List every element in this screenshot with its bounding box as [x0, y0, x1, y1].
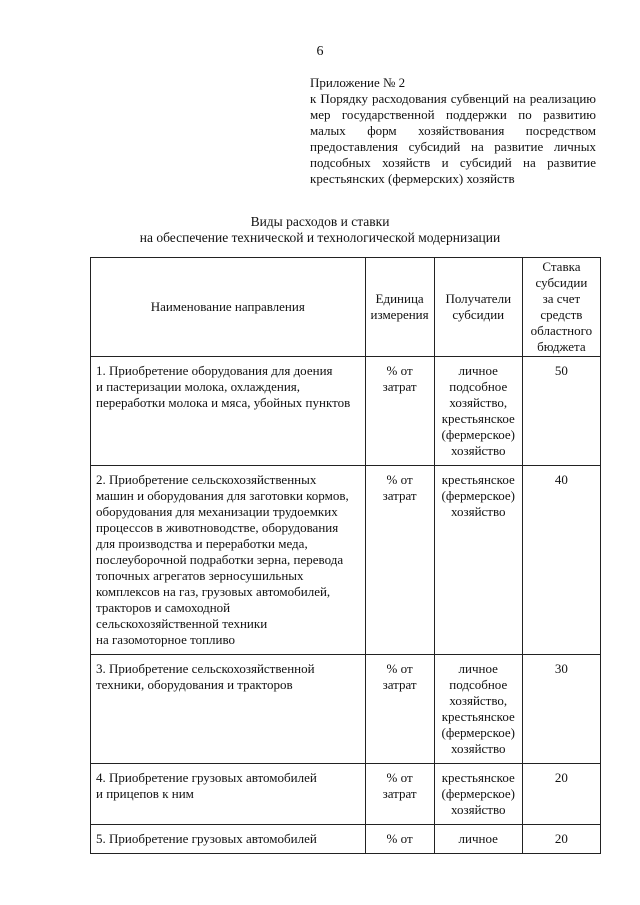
header-direction-name	[91, 258, 366, 357]
header-text: Получатели	[445, 291, 512, 306]
cell-recipients	[434, 466, 522, 655]
cell-text-line: сельскохозяйственной техники	[96, 616, 268, 631]
header-text: бюджета	[537, 339, 586, 354]
cell-text-line: (фермерское)	[441, 427, 515, 442]
cell-text-line: % от	[386, 363, 413, 378]
cell-text-line: 5. Приобретение грузовых автомобилей	[96, 831, 317, 846]
cell-text-line: 20	[554, 770, 568, 785]
cell-text-line: и пастеризации молока, охлаждения,	[96, 379, 301, 394]
cell-text-line: % от	[386, 472, 413, 487]
cell-text-line: хозяйство	[450, 802, 506, 817]
cell-text-line: затрат	[382, 488, 417, 503]
cell-text-line: % от	[386, 661, 413, 676]
cell-text-line: затрат	[382, 677, 417, 692]
table-header-row	[91, 258, 601, 357]
document-title	[0, 214, 640, 246]
cell-text-line: 30	[554, 661, 568, 676]
cell-rate	[522, 655, 600, 764]
cell-text-line: 20	[554, 831, 568, 846]
table-body	[91, 357, 601, 854]
cell-direction-name	[91, 655, 366, 764]
cell-text-line: машин и оборудования для заготовки кормов,	[96, 488, 349, 503]
cell-unit	[365, 466, 434, 655]
cell-recipients	[434, 825, 522, 854]
cell-text-line: послеуборочной подработки зерна, перевода	[96, 552, 344, 567]
table-row	[91, 825, 601, 854]
cell-text-line: топочных агрегатов зерносушильных	[96, 568, 304, 583]
table-row	[91, 357, 601, 466]
header-text: Единица	[375, 291, 424, 306]
header-text: измерения	[370, 307, 429, 322]
cell-text-line: личное	[458, 831, 498, 846]
cell-text-line: процессов в животноводстве, оборудования	[96, 520, 339, 535]
header-text: за счет	[542, 291, 581, 306]
cell-recipients	[434, 357, 522, 466]
cell-text-line: и прицепов к ним	[96, 786, 194, 801]
cell-text-line: затрат	[382, 786, 417, 801]
header-text: субсидии	[452, 307, 505, 322]
cell-text-line: комплексов на газ, грузовых автомобилей,	[96, 584, 331, 599]
cell-text-line: (фермерское)	[441, 786, 515, 801]
table-row	[91, 764, 601, 825]
cell-rate	[522, 357, 600, 466]
appendix-line: мер государственной поддержки по развитию	[310, 107, 596, 122]
cell-unit	[365, 655, 434, 764]
header-text: Наименование направления	[150, 299, 305, 314]
cell-direction-name	[91, 357, 366, 466]
cell-text-line: переработки молока и мяса, убойных пунктов	[96, 395, 351, 410]
appendix-line: крестьянских (фермерских) хозяйств	[310, 171, 515, 186]
cell-unit	[365, 357, 434, 466]
cell-text-line: 40	[554, 472, 568, 487]
cell-text-line: оборудования для механизации трудоемких	[96, 504, 338, 519]
cell-text-line: затрат	[382, 379, 417, 394]
cell-text-line: % от	[386, 770, 413, 785]
cell-text-line: техники, оборудования и тракторов	[96, 677, 293, 692]
appendix-line: малых форм хозяйствования посредством	[310, 123, 596, 138]
cell-text-line: хозяйство	[450, 443, 506, 458]
cell-direction-name	[91, 764, 366, 825]
cell-direction-name	[91, 825, 366, 854]
appendix-block	[310, 75, 596, 187]
cell-text-line: (фермерское)	[441, 725, 515, 740]
cell-text-line: 4. Приобретение грузовых автомобилей	[96, 770, 317, 785]
cell-text-line: личное	[458, 363, 498, 378]
cell-text-line: крестьянское	[441, 770, 515, 785]
cell-text-line: 2. Приобретение сельскохозяйственных	[96, 472, 317, 487]
cell-text-line: 3. Приобретение сельскохозяйственной	[96, 661, 315, 676]
header-text: субсидии	[535, 275, 588, 290]
cell-text-line: хозяйство,	[449, 395, 508, 410]
header-text: Ставка	[542, 259, 581, 274]
cell-text-line: на газомоторное топливо	[96, 632, 236, 647]
cell-text-line: хозяйство,	[449, 693, 508, 708]
cell-rate	[522, 764, 600, 825]
cell-text-line: крестьянское	[441, 709, 515, 724]
table-row	[91, 655, 601, 764]
cell-rate	[522, 825, 600, 854]
header-unit	[365, 258, 434, 357]
page-number: 6	[316, 44, 324, 59]
document-title-line: на обеспечение технической и технологической модернизации	[139, 230, 501, 245]
header-recipients	[434, 258, 522, 357]
cell-text-line: 50	[554, 363, 568, 378]
cell-text-line: подсобное	[449, 677, 508, 692]
document-title-line: Виды расходов и ставки	[250, 214, 390, 229]
cell-text-line: подсобное	[449, 379, 508, 394]
cell-text-line: (фермерское)	[441, 488, 515, 503]
cell-text-line: хозяйство	[450, 741, 506, 756]
cell-text-line: хозяйство	[450, 504, 506, 519]
appendix-title: Приложение № 2	[310, 75, 406, 90]
cell-text-line: крестьянское	[441, 472, 515, 487]
cell-text-line: % от	[386, 831, 413, 846]
appendix-line: предоставления субсидий на развитие личных	[310, 139, 596, 154]
cell-text-line: для производства и переработки меда,	[96, 536, 308, 551]
cell-unit	[365, 825, 434, 854]
appendix-line: подсобных хозяйств и субсидий на развитие	[310, 155, 596, 170]
header-text: областного	[530, 323, 593, 338]
header-text: средств	[540, 307, 583, 322]
cell-recipients	[434, 764, 522, 825]
cell-rate	[522, 466, 600, 655]
cell-text-line: 1. Приобретение оборудования для доения	[96, 363, 333, 378]
cell-text-line: крестьянское	[441, 411, 515, 426]
table-row	[91, 466, 601, 655]
header-rate	[522, 258, 600, 357]
cell-text-line: личное	[458, 661, 498, 676]
cell-unit	[365, 764, 434, 825]
cell-direction-name	[91, 466, 366, 655]
cell-text-line: тракторов и самоходной	[96, 600, 231, 615]
appendix-line: к Порядку расходования субвенций на реализацию	[310, 91, 596, 106]
cell-recipients	[434, 655, 522, 764]
subsidy-rates-table	[90, 257, 601, 854]
